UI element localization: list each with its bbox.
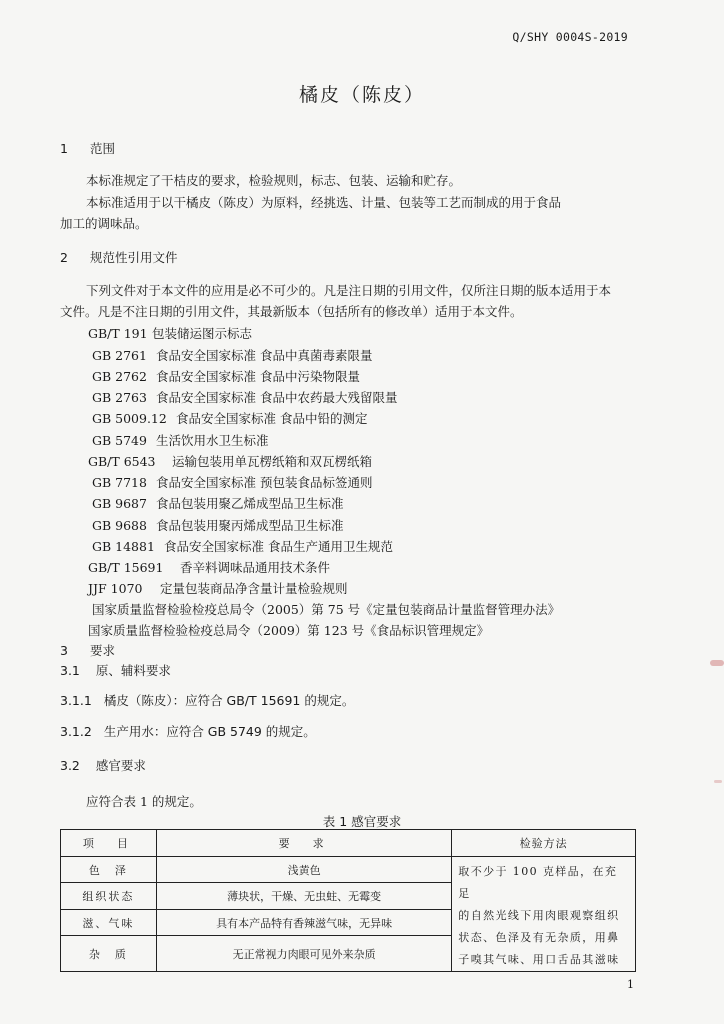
inspection-method-cell	[452, 857, 636, 972]
normative-paragraph-line-1: 下列文件对于本文件的应用是必不可少的。凡是注日期的引用文件，仅所注日期的版本适用于本	[86, 283, 612, 298]
table-row	[61, 857, 636, 883]
ref-item: GB 9687 食品包装用聚乙烯成型品卫生标准	[92, 496, 344, 511]
ref-item: GB 5009.12 食品安全国家标准 食品中铅的测定	[92, 411, 368, 426]
row-requirement: 具有本产品特有香辣滋气味，无异味	[156, 909, 451, 935]
scope-paragraph-2-line-2: 加工的调味品。	[60, 216, 148, 231]
row-requirement: 浅黄色	[156, 857, 451, 883]
regulation-order-2: 国家质量监督检验检疫总局令（2009）第 123 号《食品标识管理规定》	[88, 623, 490, 638]
scope-paragraph-1: 本标准规定了干桔皮的要求，检验规则，标志、包装、运输和贮存。	[86, 173, 462, 188]
ref-item: GB 2761 食品安全国家标准 食品中真菌毒素限量	[92, 348, 373, 363]
ref-item: GB 7718 食品安全国家标准 预包装食品标签通则	[92, 475, 373, 490]
method-line: 子嗅其气味、用口舌品其滋味	[458, 953, 620, 966]
section-3-1-1: 3.1.1 橘皮（陈皮）：应符合 GB/T 15691 的规定。	[60, 693, 355, 708]
ref-item: GB/T 6543 运输包装用单瓦楞纸箱和双瓦楞纸箱	[88, 454, 373, 469]
row-item: 杂 质	[61, 936, 157, 972]
ref-item: GB/T 191 包装储运图示标志	[88, 326, 253, 341]
ref-item: GB 2763 食品安全国家标准 食品中农药最大残留限量	[92, 390, 398, 405]
section-3-heading: 3 要求	[60, 643, 115, 658]
page-number: 1	[627, 978, 634, 991]
row-requirement: 无正常视力肉眼可见外来杂质	[156, 936, 451, 972]
ref-item: GB 5749 生活饮用水卫生标准	[92, 433, 269, 448]
ref-item: JJF 1070 定量包装商品净含量计量检验规则	[88, 581, 348, 596]
row-item: 滋、气味	[61, 909, 157, 935]
standard-code: Q/SHY 0004S-2019	[512, 30, 628, 44]
row-requirement: 薄块状，干燥、无虫蛀、无霉变	[156, 883, 451, 909]
row-item: 色 泽	[61, 857, 157, 883]
scope-paragraph-2-line-1: 本标准适用于以干橘皮（陈皮）为原料，经挑选、计量、包装等工艺而制成的用于食品	[86, 195, 562, 210]
table-caption: 表 1 感官要求	[322, 814, 402, 829]
section-2-heading: 2 规范性引用文件	[60, 250, 178, 265]
sensory-requirements-table	[60, 829, 636, 972]
regulation-order-1: 国家质量监督检验检疫总局令（2005）第 75 号《定量包装商品计量监督管理办法》	[92, 602, 561, 617]
method-line: 的自然光线下用肉眼观察组织	[458, 909, 620, 922]
table-header-row	[61, 830, 636, 857]
header-requirement: 要 求	[156, 830, 451, 857]
scan-mark	[714, 780, 722, 783]
ref-item: GB 14881 食品安全国家标准 食品生产通用卫生规范	[92, 539, 393, 554]
scan-mark	[710, 660, 724, 666]
header-item: 项 目	[61, 830, 157, 857]
section-3-2-text: 应符合表 1 的规定。	[86, 794, 202, 809]
header-method: 检验方法	[452, 830, 636, 857]
section-3-1-heading: 3.1 原、辅料要求	[60, 663, 171, 678]
ref-item: GB 2762 食品安全国家标准 食品中污染物限量	[92, 369, 360, 384]
section-1-heading: 1 范围	[60, 141, 115, 156]
section-3-2-heading: 3.2 感官要求	[60, 758, 146, 773]
ref-item: GB/T 15691 香辛料调味品通用技术条件	[88, 560, 331, 575]
section-3-1-2: 3.1.2 生产用水：应符合 GB 5749 的规定。	[60, 724, 316, 739]
row-item: 组织状态	[61, 883, 157, 909]
method-line: 取不少于 100 克样品，在充足	[458, 865, 618, 900]
normative-paragraph-line-2: 文件。凡是不注日期的引用文件，其最新版本（包括所有的修改单）适用于本文件。	[60, 304, 523, 319]
document-title: 橘皮（陈皮）	[298, 84, 425, 106]
ref-item: GB 9688 食品包装用聚丙烯成型品卫生标准	[92, 518, 344, 533]
method-line: 状态、色泽及有无杂质，用鼻	[458, 931, 620, 944]
